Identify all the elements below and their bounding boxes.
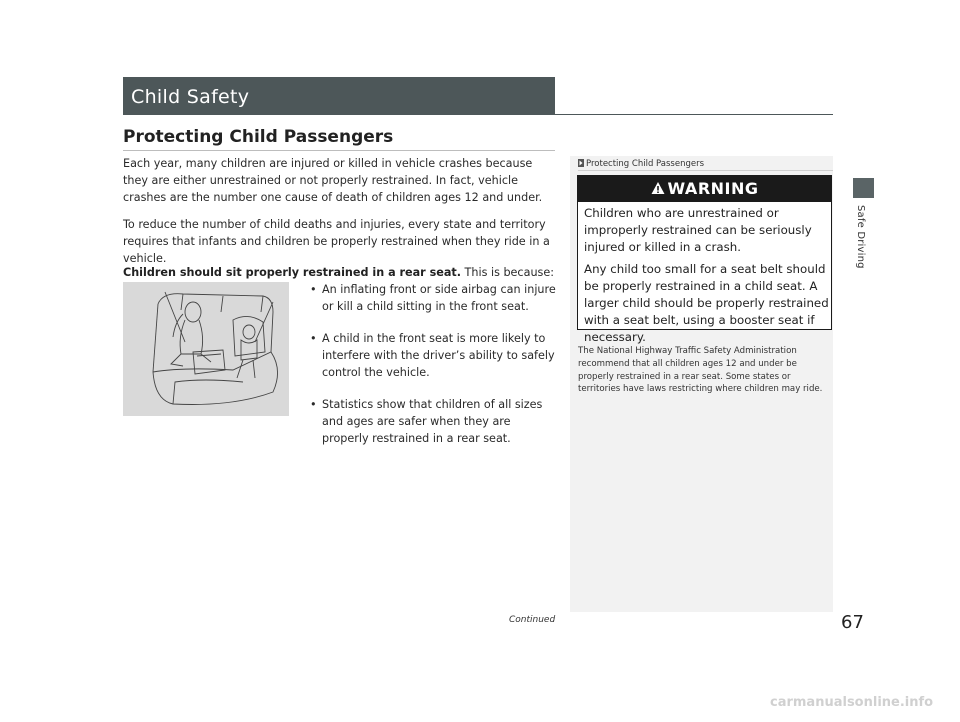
chapter-tab-label: Safe Driving <box>855 205 866 269</box>
continued-label: Continued <box>509 615 556 625</box>
page-heading: Protecting Child Passengers <box>123 127 394 147</box>
section-rule <box>555 114 833 115</box>
warning-triangle-icon <box>651 181 665 195</box>
page-number: 67 <box>841 612 864 633</box>
list-item <box>310 396 560 447</box>
list-item <box>310 330 560 381</box>
list-item-text: Statistics show that children of all sizes and ages are safer when they are properly restrained in a rear seat. <box>322 398 543 445</box>
warning-header <box>577 175 832 202</box>
section-title: Child Safety <box>131 86 250 108</box>
bullet-glyph: • <box>310 283 317 296</box>
chapter-tab <box>853 178 874 198</box>
paragraph-rear-seat <box>123 264 555 281</box>
list-item <box>310 281 560 315</box>
reasons-list <box>310 281 560 462</box>
list-item-text: An inflating front or side airbag can injure or kill a child sitting in the front seat. <box>322 283 556 313</box>
watermark: carmanualsonline.info <box>770 695 934 710</box>
side-note-heading-text: Protecting Child Passengers <box>586 159 705 169</box>
child-seat-illustration <box>123 282 289 416</box>
side-note-rule <box>578 170 833 171</box>
warning-text-2: Any child too small for a seat belt should be properly restrained in a child seat. A larger child should be properly restrained with a seat belt, using a booster seat if necessary. <box>584 262 829 344</box>
bullet-glyph: • <box>310 332 317 345</box>
warning-text-1: Children who are unrestrained or improperly restrained can be seriously injured or killed in a crash. <box>584 206 812 254</box>
paragraph-requirement: To reduce the number of child deaths and injuries, every state and territory requires that infants and children be properly restrained when they ride in a vehicle. <box>123 218 550 265</box>
side-note-text: The National Highway Traffic Safety Administration recommend that all children ages 12 and under be properly restrained in a rear seat. Some states or territories have laws restricting where children may ride. <box>578 346 823 395</box>
warning-label: WARNING <box>667 179 759 198</box>
paragraph-intro: Each year, many children are injured or killed in vehicle crashes because they are either unrestrained or not properly restrained. In fact, vehicle crashes are the number one cause of death of children ages 12 and under. <box>123 157 543 204</box>
rear-seat-reason: This is because: <box>460 266 555 279</box>
heading-rule <box>123 150 555 151</box>
rear-seat-children-illustration <box>123 282 289 416</box>
rear-seat-emphasis: Children should sit properly restrained in a rear seat. <box>123 266 461 279</box>
reference-arrow-icon <box>578 159 584 167</box>
list-item-text: A child in the front seat is more likely to interfere with the driver’s ability to safely control the vehicle. <box>322 332 555 379</box>
bullet-glyph: • <box>310 398 317 411</box>
side-note-heading <box>578 159 704 169</box>
